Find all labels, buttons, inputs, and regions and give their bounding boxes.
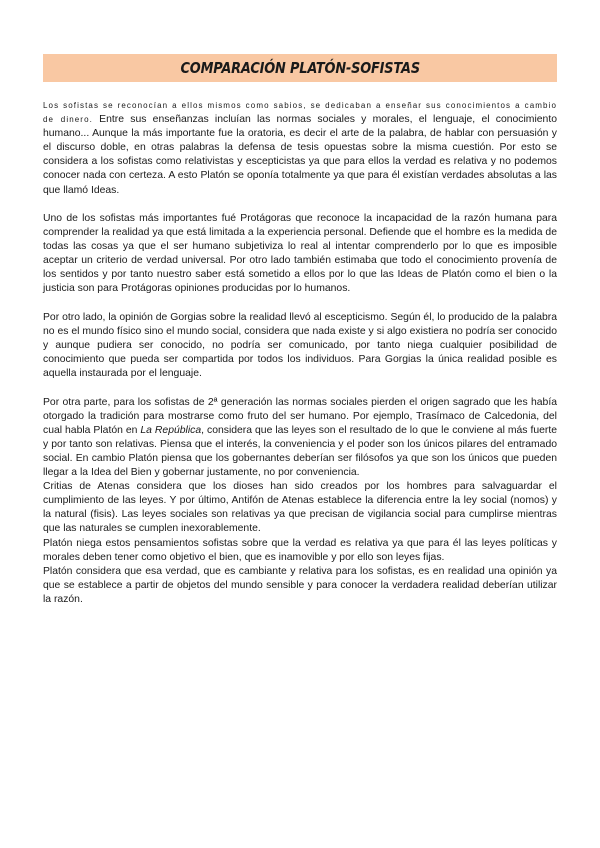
paragraph-sofistas-intro xyxy=(43,99,557,198)
paragraph-text: Por otra parte, para los sofistas de 2ª generación las normas sociales pierden el origen sagrado que les había otorgado la tradición para mostrarse como fruto del ser humano. Por ejemplo, Trasímaco de Calcedonia, del cual habla Platón en xyxy=(43,396,557,436)
paragraph-second-generation xyxy=(43,396,557,481)
paragraph-critias-antifon: Critias de Atenas considera que los dioses han sido creados por los hombres para salvaguardar el cumplimiento de las leyes. Y por último, Antifón de Atenas establece la diferencia entre la ley social (nomos) y la natural (fisis). Las leyes sociales son relativas ya que precisan de vigilancia social para cumplirse mientras que las naturales se cumplen inexorablemente. xyxy=(43,481,557,535)
paragraph-platon-considera: Platón considera que esa verdad, que es cambiante y relativa para los sofistas, es en realidad una opinión ya que se establece a partir de objetos del mundo sensible y para conocer la verdadera realidad deberían utilizar la razón. xyxy=(43,565,557,605)
page-title: COMPARACIÓN PLATÓN-SOFISTAS xyxy=(180,59,420,77)
paragraph-text: Entre sus enseñanzas incluían las normas sociales y morales, el lenguaje, el conocimiento humano... Aunque la más importante fue la oratoria, es decir el arte de la palabra, de hablar con persuasión y el discurso doble, en otras palabras la defensa de tesis opuestas sobre la misma cuestión. Por esto se considera a los sofistas como relativistas y escepticistas ya que para ellos la verdad es relativa y no podemos conocer nada con certeza. A esto Platón se oponía totalmente ya que para él existían verdades absolutas a las que llamó Ideas. xyxy=(43,114,557,196)
paragraph-gorgias: Por otro lado, la opinión de Gorgias sobre la realidad llevó al escepticismo. Según él, lo producido de la palabra no es el mundo físico sino el mundo social, considera que nada existe y si algo existiera no podría ser conocido y aunque pudiera ser conocido, no podría ser comunicado, por tanto niega cualquier posibilidad de conocimiento que pueda ser compartida por todos los individuos. Para Gorgias la única realidad posible es aquella instaurada por el lenguaje. xyxy=(43,311,557,380)
paragraph-protagoras: Uno de los sofistas más importantes fué Protágoras que reconoce la incapacidad de la razón humana para comprender la realidad ya que está limitada a la experiencia personal. Defiende que el hombre es la medida de todas las cosas ya que el ser humano subjetiviza lo real al intentar comprenderlo por lo que es imposible aceptar un criterio de verdad universal. Por otro lado también estimaba que todo el conocimiento provenía de los sentidos y por tanto nuestro saber está sometido a ellos por lo que las Ideas de Platón como el bien o la justicia son para Protágoras opiniones producidas por lo humanos. xyxy=(43,212,557,295)
paragraph-text: , considera que las leyes son el resultado de lo que le conviene al más fuerte y por tanto son relativas. Piensa que el interés, la conveniencia y el poder son los únicos pilares del entramado social. En cambio Platón piensa que los gobernantes deberían ser filósofos ya que son los únicos que pueden llegar a la Idea del Bien y gobernar justamente, no por conveniencia. xyxy=(43,424,558,479)
book-title: La República xyxy=(140,424,202,436)
paragraph-platon-niega: Platón niega estos pensamientos sofistas sobre que la verdad es relativa ya que para él las leyes políticas y morales deben tener como objetivo el bien, que es inamovible y por ello son leyes fijas. xyxy=(43,537,557,563)
title-banner xyxy=(43,54,557,82)
paragraph-lead-text: Los sofistas se reconocían a ellos mismos como sabios, se dedicaban a enseñar sus conocimientos a cambio de dinero. xyxy=(43,101,557,125)
document-body xyxy=(43,99,557,607)
